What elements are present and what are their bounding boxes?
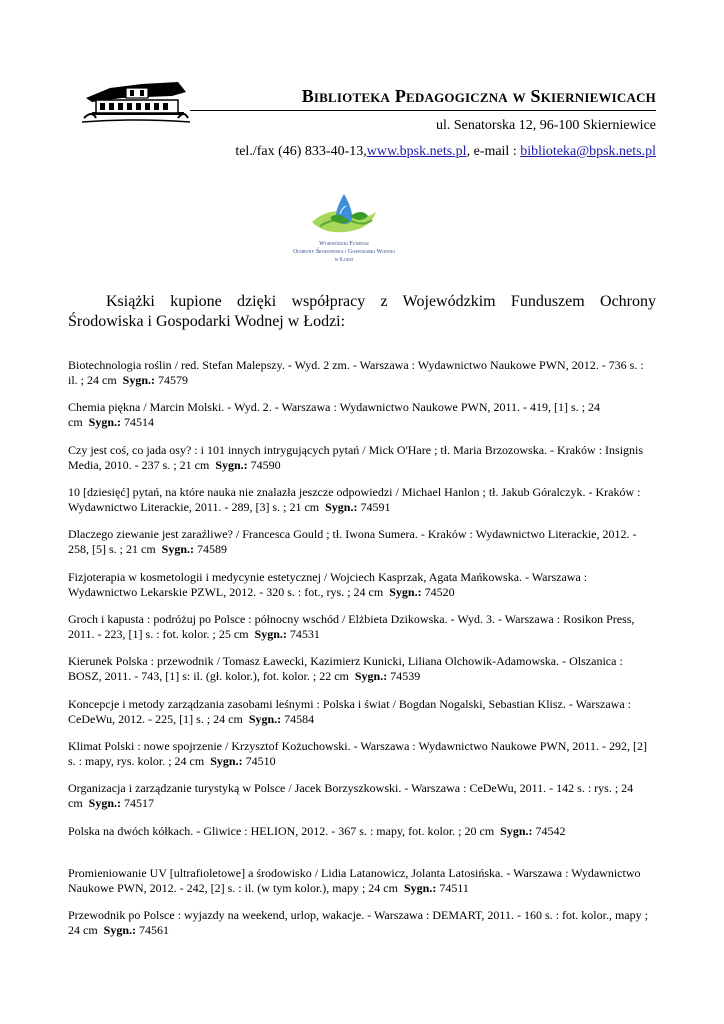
signature-number: 74514 <box>124 415 155 430</box>
signature-label: Sygn.: <box>325 500 358 515</box>
book-entry <box>68 908 654 938</box>
library-building-logo-icon <box>82 74 190 126</box>
book-list <box>68 358 654 938</box>
book-description: Czy jest coś, co jada osy? : i 101 innych intrygujących pytań / Mick O'Hare ; tł. Maria Brzozowska. - Kraków : Insignis Media, 2010. - 237 s. ; 21 cm <box>68 442 644 472</box>
signature-number: 74542 <box>535 823 566 838</box>
signature-number: 74511 <box>439 881 469 896</box>
book-description: Promieniowanie UV [ultrafioletowe] a środowisko / Lidia Latanowicz, Jolanta Latosińska. - Warszawa : Wydawnictwo Naukowe PWN, 2012. - 242, [2] s. : il. (w tym kolor.), mapy ; 24 cm <box>68 866 641 896</box>
email-link[interactable]: biblioteka@bpsk.nets.pl <box>520 144 656 159</box>
library-address: ul. Senatorska 12, 96-100 Skierniewice <box>435 118 656 133</box>
book-entry <box>68 570 654 600</box>
signature-label: Sygn.: <box>88 415 122 430</box>
library-contact <box>150 144 656 160</box>
signature-number: 74539 <box>390 669 421 684</box>
book-description: Kierunek Polska : przewodnik / Tomasz Ławecki, Kazimierz Kunicki, Liliana Olchowik-Adamowska. - Olszanica : BOSZ, 2011. - 743, [1] s: il. (gł. kolor.), fot. kolor. ; 22 cm <box>68 654 623 684</box>
book-description: Groch i kapusta : podróżuj po Polsce : północny wschód / Elżbieta Dzikowska. - Wyd. 3. - Warszawa : Rosikon Press, 2011. - 223, [1] s. : fot. kolor. ; 25 cm <box>68 612 635 642</box>
book-description: Przewodnik po Polsce : wyjazdy na weekend, urlop, wakacje. - Warszawa : DEMART, 2011. - 160 s. : fot. kolor., mapy ; 24 cm <box>68 908 648 938</box>
book-description: Chemia piękna / Marcin Molski. - Wyd. 2. - Warszawa : Wydawnictwo Naukowe PWN, 2011. - 419, [1] s. ; 24 cm <box>68 400 601 430</box>
intro-paragraph: Książki kupione dzięki współpracy z Wojewódzkim Funduszem Ochrony Środowiska i Gospodarki Wodnej w Łodzi: <box>68 293 656 330</box>
signature-number: 74561 <box>139 923 170 938</box>
signature-label: Sygn.: <box>254 627 287 642</box>
fund-logo-text <box>282 240 406 264</box>
water-drop-leaf-logo-icon <box>310 192 378 238</box>
signature-label: Sygn.: <box>103 923 137 938</box>
signature-label: Sygn.: <box>354 669 388 684</box>
book-entry <box>68 358 654 388</box>
signature-number: 74591 <box>360 500 391 515</box>
phone-fax: tel./fax (46) 833-40-13, <box>235 144 367 159</box>
signature-label: Sygn.: <box>500 823 533 838</box>
book-entry <box>68 866 654 896</box>
book-description: 10 [dziesięć] pytań, na które nauka nie znalazła jeszcze odpowiedzi / Michael Hanlon ; tł. Jakub Góralczyk. - Kraków : Wydawnictwo Literackie, 2011. - 289, [3] s. ; 21 cm <box>68 485 641 515</box>
book-description: Polska na dwóch kółkach. - Gliwice : HELION, 2012. - 367 s. : mapy, fot. kolor. ; 20 cm <box>68 823 495 838</box>
website-link[interactable]: www.bpsk.nets.pl <box>366 144 467 159</box>
signature-number: 74590 <box>250 457 281 472</box>
fund-logo-line3: w Łodzi <box>334 257 354 263</box>
book-description: Koncepcje i metody zarządzania zasobami leśnymi : Polska i świat / Bogdan Nogalski, Sebastian Klisz. - Warszawa : CeDeWu, 2012. - 225, [1] s. ; 24 cm <box>68 696 631 726</box>
book-entry <box>68 654 654 684</box>
signature-label: Sygn.: <box>161 542 194 557</box>
signature-number: 74589 <box>197 542 227 557</box>
book-entry <box>68 739 654 769</box>
book-entry <box>68 612 654 642</box>
fund-logo-line2: Ochrony Środowiska i Gospodarki Wodnej <box>293 249 395 255</box>
signature-label: Sygn.: <box>88 796 122 811</box>
signature-label: Sygn.: <box>215 457 248 472</box>
signature-number: 74517 <box>124 796 155 811</box>
signature-label: Sygn.: <box>210 754 243 769</box>
library-title: Biblioteka Pedagogiczna w Skierniewicach <box>301 86 656 106</box>
signature-number: 74520 <box>424 584 455 599</box>
book-description: Klimat Polski : nowe spojrzenie / Krzysztof Kożuchowski. - Warszawa : Wydawnictwo Naukowe PWN, 2011. - 292, [2] s. : mapy, rys. kolor. ; 24 cm <box>68 739 647 769</box>
letterhead <box>0 0 724 170</box>
book-entry <box>68 697 654 727</box>
header-divider <box>190 110 656 111</box>
email-label: , e-mail : <box>466 144 521 159</box>
signature-number: 74579 <box>158 373 189 387</box>
fund-logo-line1: Wojewódzki Fundusz <box>319 241 369 247</box>
signature-number: 74510 <box>245 754 276 769</box>
signature-number: 74584 <box>284 711 315 726</box>
signature-label: Sygn.: <box>248 711 282 726</box>
signature-label: Sygn.: <box>403 881 437 896</box>
book-description: Dlaczego ziewanie jest zaraźliwe? / Francesca Gould ; tł. Iwona Sumera. - Kraków : Wydawnictwo Literackie, 2012. - 258, [5] s. ; 21 cm <box>68 527 637 557</box>
signature-number: 74531 <box>289 627 320 642</box>
book-description: Organizacja i zarządzanie turystyką w Polsce / Jacek Borzyszkowski. - Warszawa : CeDeWu, 2011. - 142 s. : rys. ; 24 cm <box>68 781 634 811</box>
signature-label: Sygn.: <box>122 373 156 387</box>
signature-label: Sygn.: <box>389 584 422 599</box>
book-entry <box>68 400 654 430</box>
book-entry <box>68 485 654 515</box>
book-entry <box>68 824 654 854</box>
book-entry <box>68 443 654 473</box>
fund-logo <box>282 192 406 276</box>
book-entry <box>68 781 654 811</box>
book-entry <box>68 527 654 557</box>
book-description: Biotechnologia roślin / red. Stefan Malepszy. - Wyd. 2 zm. - Warszawa : Wydawnictwo Naukowe PWN, 2012. - 736 s. : il. ; 24 cm <box>68 358 644 387</box>
book-description: Fizjoterapia w kosmetologii i medycynie estetycznej / Wojciech Kasprzak, Agata Mańkowska. - Warszawa : Wydawnictwo Lekarskie PZWL, 2012. - 320 s. : fot., rys. ; 24 cm <box>68 569 588 599</box>
